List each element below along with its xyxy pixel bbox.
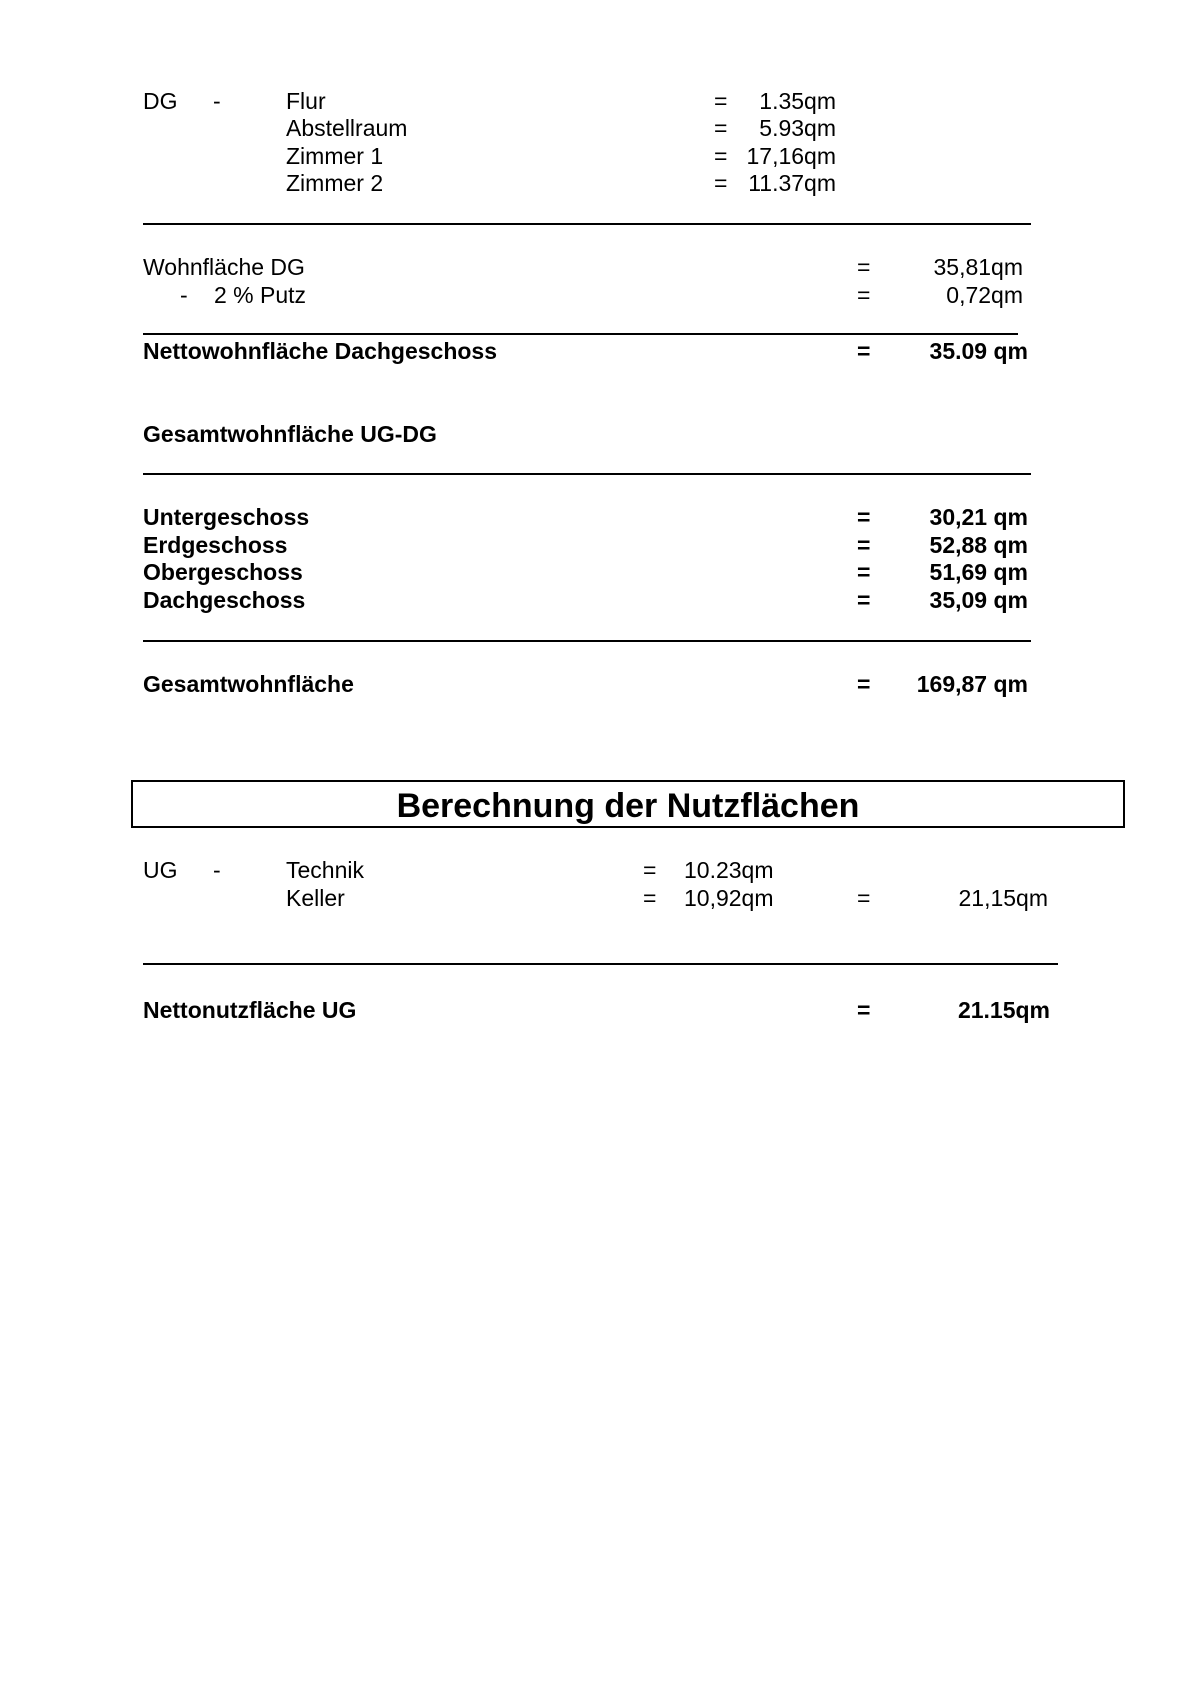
nutz-value-technik: 10.23qm	[684, 857, 774, 883]
gesamt-row-value-erdgeschoss: 52,88 qm	[929, 532, 1028, 558]
divider-line	[143, 473, 1031, 475]
room-name-flur: Flur	[286, 88, 326, 114]
room-eq: =	[714, 88, 728, 114]
putz-label: 2 % Putz	[214, 282, 307, 308]
floor-label-dg: DG	[143, 88, 178, 114]
gesamt-row-eq: =	[857, 559, 871, 585]
nettowohnflaeche-dg-label: Nettowohnfläche Dachgeschoss	[143, 338, 498, 364]
putz-eq: =	[857, 282, 871, 308]
nutz-sum-eq: =	[857, 885, 871, 911]
nutz-name-keller: Keller	[286, 885, 345, 911]
gesamtwohnflaeche-value: 169,87 qm	[916, 671, 1028, 697]
gesamt-row-value-obergeschoss: 51,69 qm	[929, 559, 1028, 585]
gesamt-row-label-obergeschoss: Obergeschoss	[143, 559, 303, 585]
gesamtwohnflaeche-eq: =	[857, 671, 871, 697]
putz-dash: -	[180, 282, 188, 308]
nutz-value-keller: 10,92qm	[684, 885, 774, 911]
nutz-sum-value: 21,15qm	[958, 885, 1048, 911]
floor-dash: -	[213, 88, 221, 114]
room-value-zimmer-2: 11.37qm	[748, 170, 836, 196]
gesamt-row-label-erdgeschoss: Erdgeschoss	[143, 532, 288, 558]
room-value-zimmer-1: 17,16qm	[746, 143, 836, 169]
room-name-zimmer-1: Zimmer 1	[286, 143, 384, 169]
divider-line	[143, 963, 1058, 965]
gesamt-row-label-dachgeschoss: Dachgeschoss	[143, 587, 306, 613]
nutz-eq: =	[643, 885, 657, 911]
floor-label-ug: UG	[143, 857, 178, 883]
gesamt-row-label-untergeschoss: Untergeschoss	[143, 504, 310, 530]
nutzflaechen-title-box	[131, 780, 1125, 828]
nutzflaechen-title: Berechnung der Nutzflächen	[396, 787, 860, 825]
floor-dash: -	[213, 857, 221, 883]
nettonutzflaeche-ug-value: 21.15qm	[957, 997, 1050, 1023]
divider-line	[143, 640, 1031, 642]
gesamt-heading: Gesamtwohnfläche UG-DG	[143, 421, 437, 447]
room-value-flur: 1.35qm	[759, 88, 836, 114]
nettonutzflaeche-ug-label: Nettonutzfläche UG	[143, 997, 357, 1023]
putz-value: 0,72qm	[946, 282, 1023, 308]
gesamt-row-eq: =	[857, 587, 871, 613]
wohnflaeche-dg-value: 35,81qm	[933, 254, 1023, 280]
wohnflaeche-dg-eq: =	[857, 254, 871, 280]
gesamt-row-eq: =	[857, 504, 871, 530]
nettonutzflaeche-ug-eq: =	[857, 997, 871, 1023]
room-value-abstellraum: 5.93qm	[759, 115, 836, 141]
room-name-abstellraum: Abstellraum	[286, 115, 408, 141]
divider-line	[143, 223, 1031, 225]
gesamt-row-value-dachgeschoss: 35,09 qm	[929, 587, 1028, 613]
nutz-eq: =	[643, 857, 657, 883]
room-name-zimmer-2: Zimmer 2	[286, 170, 384, 196]
divider-line	[143, 333, 1018, 335]
gesamt-row-eq: =	[857, 532, 871, 558]
wohnflaeche-dg-label: Wohnfläche DG	[143, 254, 305, 280]
nettowohnflaeche-dg-eq: =	[857, 338, 871, 364]
nutz-name-technik: Technik	[286, 857, 364, 883]
room-eq: =	[714, 143, 728, 169]
room-eq: =	[714, 115, 728, 141]
nettowohnflaeche-dg-value: 35.09 qm	[929, 338, 1028, 364]
room-eq: =	[714, 170, 728, 196]
gesamtwohnflaeche-label: Gesamtwohnfläche	[143, 671, 354, 697]
gesamt-row-value-untergeschoss: 30,21 qm	[929, 504, 1028, 530]
